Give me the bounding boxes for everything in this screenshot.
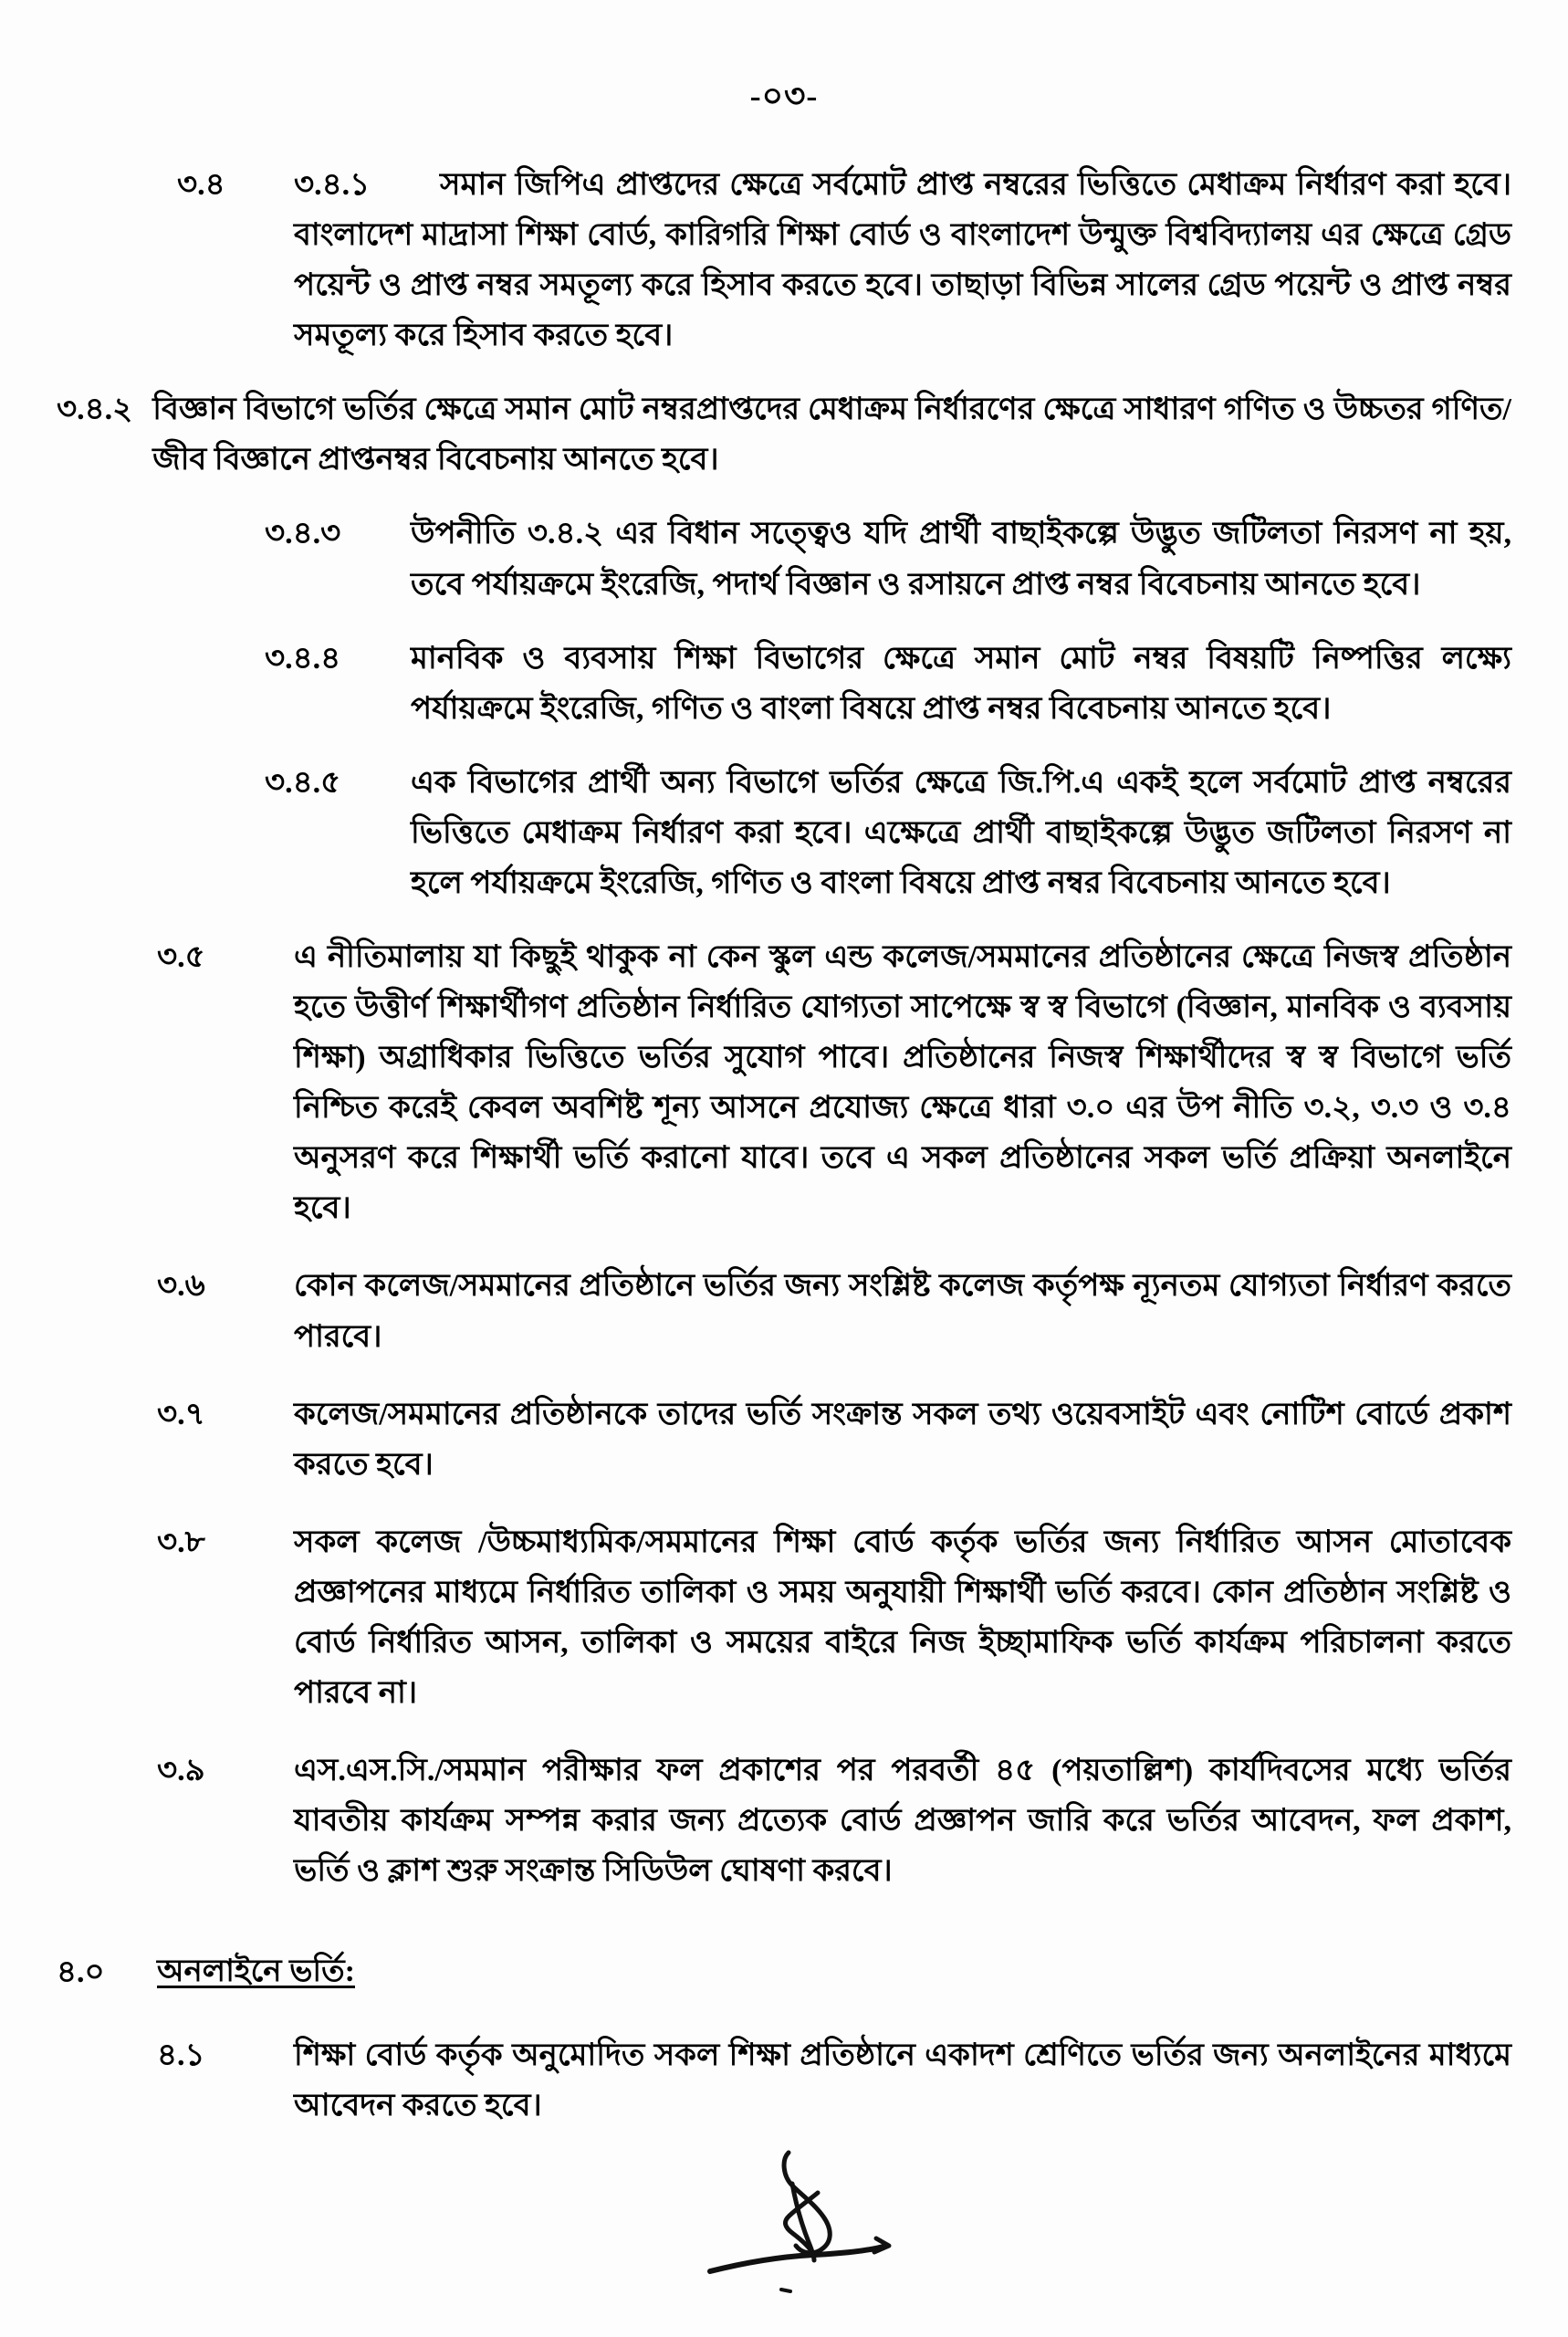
clause-text-3-4-5: এক বিভাগের প্রার্থী অন্য বিভাগে ভর্তির ক্ষেত্রে জি.পি.এ একই হলে সর্বমোট প্রাপ্ত নম্বরের ভিত্তিতে মেধাক্রম নির্ধারণ করা হবে। এক্ষেত্রে প্রার্থী বাছাইকল্পে উদ্ভুত জটিলতা নিরসণ না হলে পর্যায়ক্রমে ইংরেজি, গণিত ও বাংলা বিষয়ে প্রাপ্ত নম্বর বিবেচনায় আনতে হবে। [411, 765, 1511, 900]
clause-4-1 [57, 2030, 1511, 2131]
clause-3-4-3 [57, 508, 1511, 609]
clause-number-3-4-2: ৩.৪.২ [57, 393, 133, 427]
clause-text-3-6: কোন কলেজ/সমমানের প্রতিষ্ঠানে ভর্তির জন্য সংশ্লিষ্ট কলেজ কর্তৃপক্ষ ন্যূনতম যোগ্যতা নির্ধারণ করতে পারবে। [294, 1269, 1511, 1354]
clause-text-3-5: এ নীতিমালায় যা কিছুই থাকুক না কেন স্কুল এন্ড কলেজ/সমমানের প্রতিষ্ঠানের ক্ষেত্রে নিজস্ব প্রতিষ্ঠান হতে উত্তীর্ণ শিক্ষার্থীগণ প্রতিষ্ঠান নির্ধারিত যোগ্যতা সাপেক্ষে স্ব স্ব বিভাগে (বিজ্ঞান, মানবিক ও ব্যবসায় শিক্ষা) অগ্রাধিকার ভিত্তিতে ভর্তির সুযোগ পাবে। প্রতিষ্ঠানের নিজস্ব শিক্ষার্থীদের স্ব স্ব বিভাগে ভর্তি নিশ্চিত করেই কেবল অবশিষ্ট শূন্য আসনে প্রযোজ্য ক্ষেত্রে ধারা ৩.০ এর উপ নীতি ৩.২, ৩.৩ ও ৩.৪ অনুসরণ করে শিক্ষার্থী ভর্তি করানো যাবে। তবে এ সকল প্রতিষ্ঠানের সকল ভর্তি প্রক্রিয়া অনলাইনে হবে। [294, 940, 1511, 1226]
clause-text-3-9: এস.এস.সি./সমমান পরীক্ষার ফল প্রকাশের পর পরবর্তী ৪৫ (পয়তাল্লিশ) কার্যদিবসের মধ্যে ভর্তির যাবতীয় কার্যক্রম সম্পন্ন করার জন্য প্রত্যেক বোর্ড প্রজ্ঞাপন জারি করে ভর্তির আবেদন, ফল প্রকাশ, ভর্তি ও ক্লাশ শুরু সংক্রান্ত সিডিউল ঘোষণা করবে। [294, 1754, 1511, 1889]
clause-text-3-4-2: বিজ্ঞান বিভাগে ভর্তির ক্ষেত্রে সমান মোট নম্বরপ্রাপ্তদের মেধাক্রম নির্ধারণের ক্ষেত্রে সাধারণ গণিত ও উচ্চতর গণিত/জীব বিজ্ঞানে প্রাপ্তনম্বর বিবেচনায় আনতে হবে। [152, 393, 1511, 477]
clause-3-4-5 [57, 758, 1511, 908]
clause-3-4 [57, 160, 1511, 361]
clause-3-4-4 [57, 634, 1511, 734]
clause-number-3-7: ৩.৭ [157, 1397, 205, 1431]
section-heading-4 [57, 1947, 1511, 1999]
clause-number-3-4-3: ৩.৪.৩ [265, 517, 341, 551]
clause-number-3-6: ৩.৬ [157, 1269, 205, 1304]
section-number-4-0: ৪.০ [57, 1955, 105, 1990]
clause-text-3-4-4: মানবিক ও ব্যবসায় শিক্ষা বিভাগের ক্ষেত্রে সমান মোট নম্বর বিষয়টি নিষ্পত্তির লক্ষ্যে পর্যায়ক্রমে ইংরেজি, গণিত ও বাংলা বিষয়ে প্রাপ্ত নম্বর বিবেচনায় আনতে হবে। [411, 641, 1511, 726]
clause-number-3-4-1: ৩.৪.১ [294, 168, 371, 202]
clause-number-3-8: ৩.৮ [157, 1525, 205, 1559]
clause-3-4-body [294, 160, 1511, 361]
clause-number-3-5: ৩.৫ [157, 940, 205, 975]
clause-3-7 [57, 1389, 1511, 1490]
clause-text-4-1: শিক্ষা বোর্ড কর্তৃক অনুমোদিত সকল শিক্ষা প্রতিষ্ঠানে একাদশ শ্রেণিতে ভর্তির জন্য অনলাইনের মাধ্যমে আবেদন করতে হবে। [294, 2038, 1511, 2123]
clause-3-4-2 [57, 384, 1511, 485]
clause-text-3-4-1: সমান জিপিএ প্রাপ্তদের ক্ষেত্রে সর্বমোট প্রাপ্ত নম্বরের ভিত্তিতে মেধাক্রম নির্ধারণ করা হবে। বাংলাদেশ মাদ্রাসা শিক্ষা বোর্ড, কারিগরি শিক্ষা বোর্ড ও বাংলাদেশ উন্মুক্ত বিশ্ববিদ্যালয় এর ক্ষেত্রে গ্রেড পয়েন্ট ও প্রাপ্ত নম্বর সমতূল্য করে হিসাব করতে হবে। তাছাড়া বিভিন্ন সালের গ্রেড পয়েন্ট ও প্রাপ্ত নম্বর সমতূল্য করে হিসাব করতে হবে। [294, 168, 1511, 353]
clause-number-3-9: ৩.৯ [157, 1754, 205, 1788]
clause-3-5 [57, 932, 1511, 1233]
clause-3-8 [57, 1517, 1511, 1718]
signature [694, 2136, 931, 2319]
clause-text-3-8: সকল কলেজ /উচ্চমাধ্যমিক/সমমানের শিক্ষা বোর্ড কর্তৃক ভর্তির জন্য নির্ধারিত আসন মোতাবেক প্রজ্ঞাপনের মাধ্যমে নির্ধারিত তালিকা ও সময় অনুযায়ী শিক্ষার্থী ভর্তি করবে। কোন প্রতিষ্ঠান সংশ্লিষ্ট ও বোর্ড নির্ধারিত আসন, তালিকা ও সময়ের বাইরে নিজ ইচ্ছামাফিক ভর্তি কার্যক্রম পরিচালনা করতে পারবে না। [294, 1525, 1511, 1711]
page-number: -০৩- [749, 78, 819, 114]
clause-3-9 [57, 1745, 1511, 1896]
clause-number-3-4: ৩.৪ [177, 168, 225, 202]
clause-text-3-7: কলেজ/সমমানের প্রতিষ্ঠানকে তাদের ভর্তি সংক্রান্ত সকল তথ্য ওয়েবসাইট এবং নোটিশ বোর্ডে প্রকাশ করতে হবে। [294, 1397, 1511, 1482]
document-body [57, 160, 1511, 2159]
clause-3-6 [57, 1261, 1511, 1361]
section-title-4-0: অনলাইনে ভর্তি: [157, 1954, 355, 1989]
clause-text-3-4-3: উপনীতি ৩.৪.২ এর বিধান সত্ত্বেও যদি প্রার্থী বাছাইকল্পে উদ্ভুত জটিলতা নিরসণ না হয়, তবে পর্যায়ক্রমে ইংরেজি, পদার্থ বিজ্ঞান ও রসায়নে প্রাপ্ত নম্বর বিবেচনায় আনতে হবে। [411, 517, 1511, 602]
clause-number-4-1: ৪.১ [157, 2038, 205, 2073]
clause-number-3-4-4: ৩.৪.৪ [265, 641, 341, 676]
clause-number-3-4-5: ৩.৪.৫ [265, 765, 341, 800]
signature-icon [694, 2136, 931, 2319]
